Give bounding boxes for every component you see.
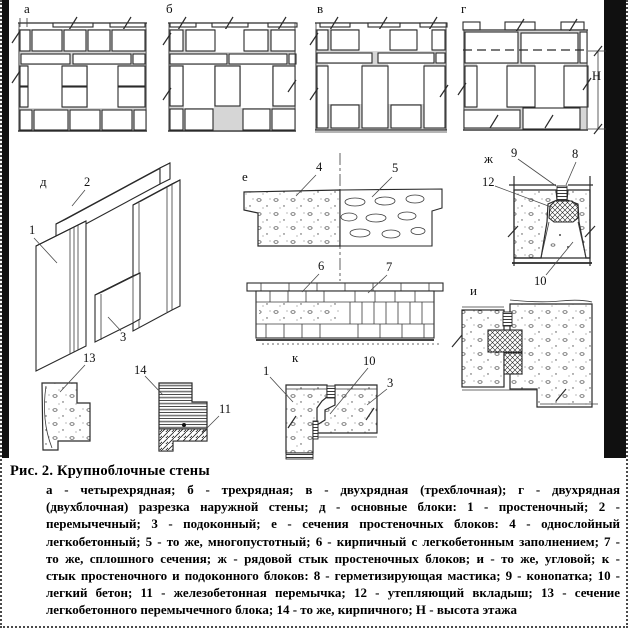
section-4-lightweight bbox=[244, 190, 340, 246]
panel-a-label: а bbox=[24, 1, 30, 16]
panel-zh-ordinary-joint bbox=[482, 146, 595, 288]
section-14-brick-lintel bbox=[134, 363, 231, 451]
callout-3: 3 bbox=[120, 330, 127, 344]
callout-1-k: 1 bbox=[263, 364, 270, 378]
caption-title: Рис. 2. Крупноблочные стены bbox=[10, 463, 210, 479]
caption-line: легкобетонного перемычечного блока; 14 - то же, кирпичного; Н - высота этажа bbox=[46, 602, 518, 618]
rc-lintel-11 bbox=[159, 429, 207, 451]
panel-b-label: б bbox=[166, 1, 173, 16]
caption-line: то же, сплошного сечения; ж - рядовой стык простеночных блоков; и - то же, угловой; к - bbox=[46, 550, 620, 566]
storey-height-dimension bbox=[588, 46, 606, 134]
caption-line: легкий бетон; 11 - железобетонная перемычка; 12 - утепляющий вкладыш; 13 - сечение bbox=[46, 585, 620, 601]
panel-k-pier-sill-joint bbox=[263, 350, 393, 459]
callout-10: 10 bbox=[534, 274, 547, 288]
callout-11: 11 bbox=[219, 402, 232, 416]
caption-line: перемычечный; 3 - подоконный; е - сечения простеночных блоков: 4 - однослойный bbox=[46, 516, 620, 532]
callout-1: 1 bbox=[29, 223, 36, 237]
callout-7: 7 bbox=[386, 260, 393, 274]
section-13-lightweight-lintel bbox=[42, 351, 96, 450]
panel-zh-label: ж bbox=[484, 151, 493, 166]
callout-12: 12 bbox=[482, 175, 495, 189]
panel-v-label: в bbox=[317, 1, 324, 16]
callout-13: 13 bbox=[83, 351, 96, 365]
callout-10-k: 10 bbox=[363, 354, 376, 368]
callout-3-k: 3 bbox=[387, 376, 394, 390]
figure-caption bbox=[2, 461, 626, 619]
section-6-7-brick bbox=[247, 283, 443, 344]
panel-k-label: к bbox=[292, 350, 299, 365]
callout-4: 4 bbox=[316, 160, 323, 174]
callout-14: 14 bbox=[134, 363, 147, 377]
panel-v-elevation bbox=[310, 1, 448, 132]
callout-2: 2 bbox=[84, 175, 91, 189]
caption-body bbox=[46, 481, 620, 619]
callout-5: 5 bbox=[392, 161, 399, 175]
panel-i-label: и bbox=[470, 283, 477, 298]
panel-e-block-sections bbox=[242, 153, 443, 344]
panel-a-elevation bbox=[12, 1, 147, 132]
panel-d-label: д bbox=[40, 174, 47, 189]
panel-d-isometric-blocks bbox=[29, 163, 180, 371]
insulating-insert bbox=[549, 201, 578, 222]
pier-block-section bbox=[286, 385, 327, 453]
callout-8: 8 bbox=[572, 147, 579, 161]
height-H-label: Н bbox=[592, 69, 602, 83]
caption-line: а - четырехрядная; б - трехрядная; в - двухрядная (трехблочная); г - двухрядная bbox=[46, 482, 620, 497]
caption-line: стык простеночного и подоконного блоков: 8 - герметизирующая мастика; 9 - конопатка; 10 - bbox=[46, 567, 620, 583]
caption-line: (двухблочная) разрезка наружной стены; д - основные блоки: 1 - простеночный; 2 - bbox=[46, 499, 620, 515]
panel-g-elevation bbox=[458, 1, 606, 134]
panel-e-label: е bbox=[242, 169, 248, 184]
scan-right-black-bar bbox=[604, 0, 628, 458]
callout-6: 6 bbox=[318, 259, 325, 273]
panel-i-corner-joint bbox=[452, 283, 598, 407]
scan-left-black-bar bbox=[0, 0, 9, 458]
panel-g-label: г bbox=[461, 1, 467, 16]
caption-line: легкобетонный; 5 - то же, многопустотный; 6 - кирпичный с легкобетонным заполнением; 7 - bbox=[46, 533, 620, 549]
panel-b-elevation bbox=[163, 1, 297, 132]
mastic-seal bbox=[557, 186, 567, 200]
callout-9: 9 bbox=[511, 146, 518, 160]
